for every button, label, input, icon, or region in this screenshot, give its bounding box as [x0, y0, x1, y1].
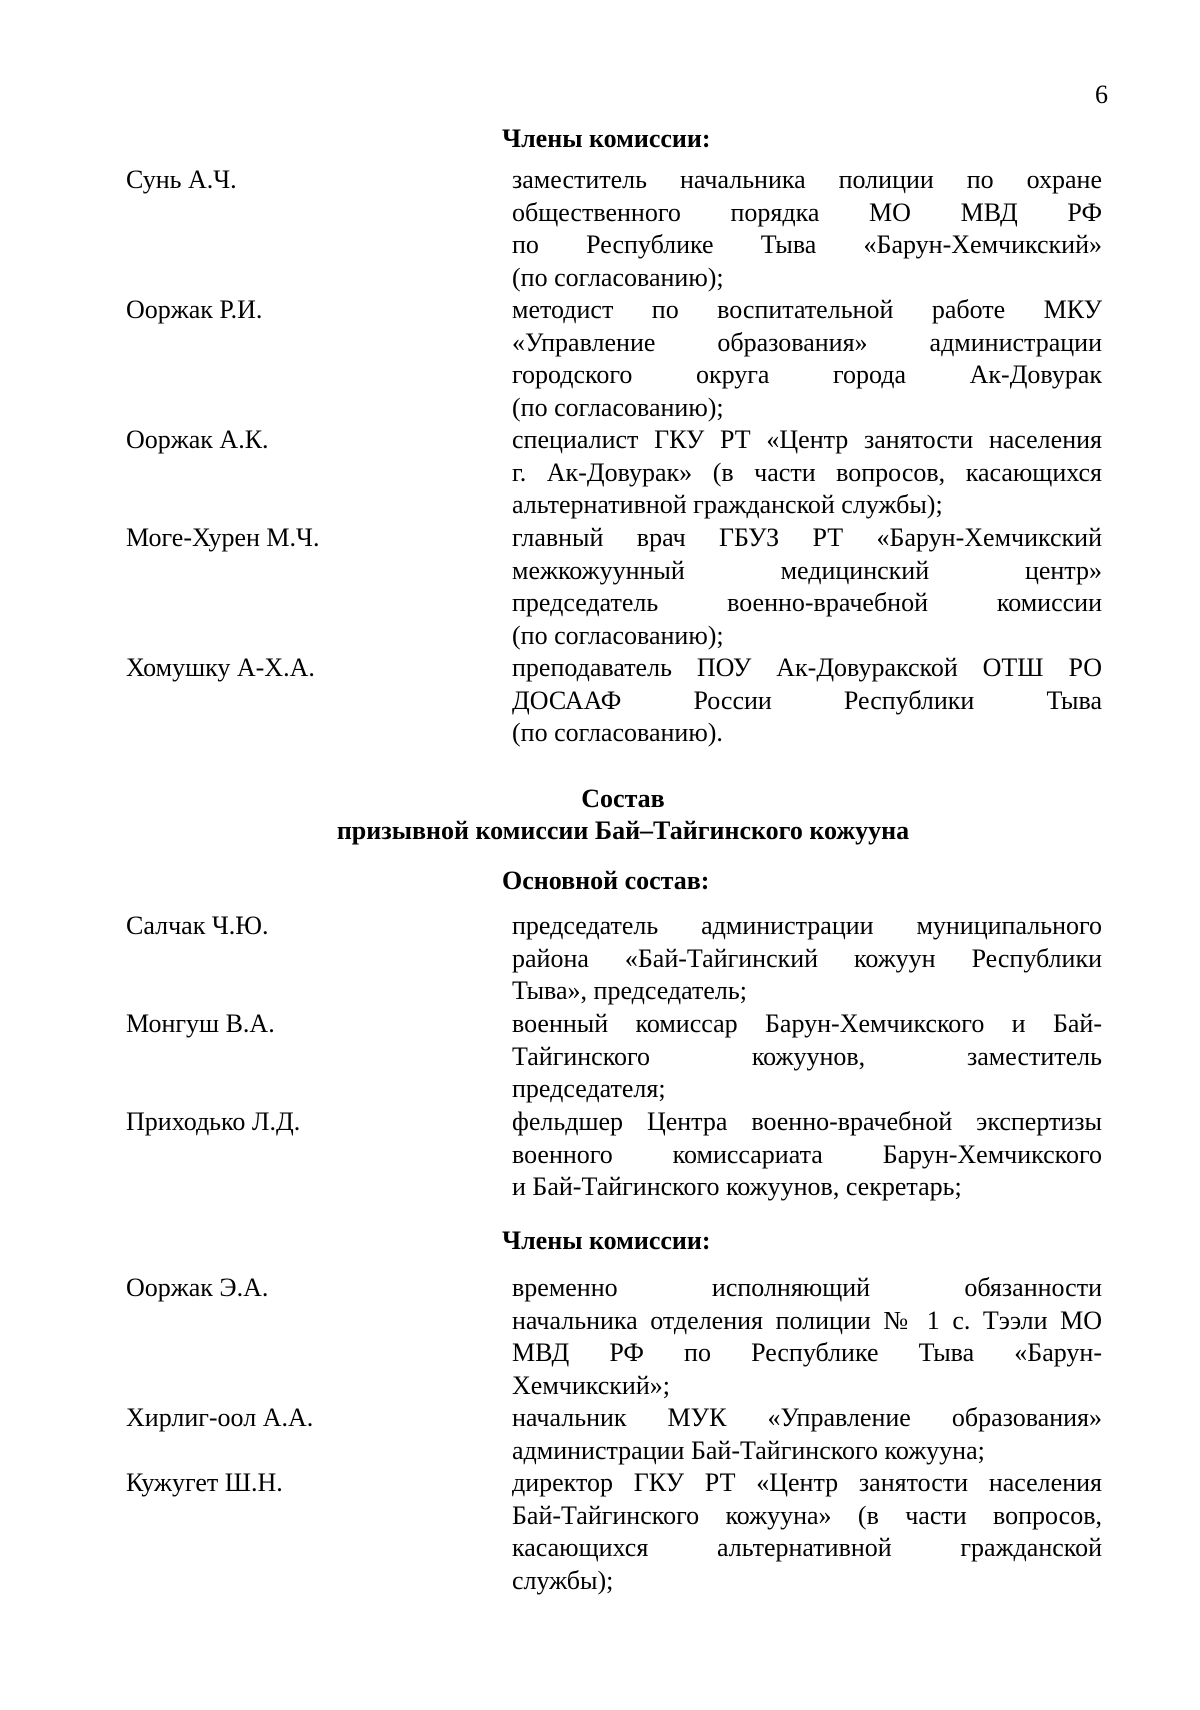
member-name: Салчак Ч.Ю.	[126, 911, 269, 940]
member-name: Моге-Хурен М.Ч.	[126, 523, 320, 552]
member-name: Сунь А.Ч.	[126, 165, 237, 194]
section-title: Состав	[581, 784, 665, 813]
member-name: Хомушку А-Х.А.	[126, 653, 315, 682]
position-line: председатель администрации муниципального	[512, 911, 1102, 940]
position-line: специалист ГКУ РТ «Центр занятости населения	[512, 425, 1102, 454]
position-line: межкожуунный медицинский центр»	[512, 555, 1102, 585]
position-line: директор ГКУ РТ «Центр занятости населения	[512, 1468, 1102, 1497]
member-name: Приходько Л.Д.	[126, 1107, 301, 1136]
members-heading-1: Члены комиссии:	[502, 124, 711, 153]
member-position	[512, 1272, 1102, 1402]
position-line: Тыва», председатель;	[512, 976, 747, 1005]
position-line: главный врач ГБУЗ РТ «Барун-Хемчикский	[512, 523, 1102, 552]
position-line: методист по воспитательной работе МКУ	[512, 295, 1102, 324]
position-line: Бай-Тайгинского кожууна» (в части вопросов,	[512, 1500, 1102, 1530]
position-line: альтернативной гражданской службы);	[512, 490, 943, 519]
position-line: начальник МУК «Управление образования»	[512, 1403, 1102, 1432]
member-name: Ооржак Р.И.	[126, 295, 263, 324]
main-composition-heading: Основной состав:	[502, 866, 710, 895]
member-name: Ооржак Э.А.	[126, 1273, 269, 1302]
member-position	[512, 1402, 1102, 1467]
position-line: председателя;	[512, 1074, 666, 1103]
member-name: Ооржак А.К.	[126, 425, 269, 454]
member-position	[512, 910, 1102, 1008]
position-line: заместитель начальника полиции по охране	[512, 165, 1102, 194]
position-line: городского округа города Ак-Довурак	[512, 360, 1102, 389]
position-line: г. Ак-Довурак» (в части вопросов, касающихся	[512, 457, 1102, 487]
position-line: касающихся альтернативной гражданской	[512, 1533, 1102, 1562]
position-line: общественного порядка МО МВД РФ	[512, 197, 1102, 227]
position-line: службы);	[512, 1565, 614, 1595]
member-position	[512, 294, 1102, 424]
position-line: МВД РФ по Республике Тыва «Барун-	[512, 1338, 1102, 1367]
position-line: (по согласованию).	[512, 718, 723, 747]
page-number: 6	[1095, 80, 1108, 109]
position-line: по Республике Тыва «Барун-Хемчикский»	[512, 230, 1102, 259]
position-line: начальника отделения полиции № 1 с. Тээли МО	[512, 1305, 1102, 1335]
section-subtitle: призывной комиссии Бай–Тайгинского кожууна	[336, 816, 910, 845]
position-line: временно исполняющий обязанности	[512, 1273, 1102, 1302]
position-line: (по согласованию);	[512, 262, 724, 292]
position-line: района «Бай-Тайгинский кожуун Республики	[512, 943, 1102, 973]
position-line: Тайгинского кожуунов, заместитель	[512, 1041, 1102, 1071]
member-position	[512, 522, 1102, 652]
position-line: администрации Бай-Тайгинского кожууна;	[512, 1435, 985, 1465]
position-line: (по согласованию);	[512, 620, 724, 650]
member-name: Монгуш В.А.	[126, 1009, 275, 1038]
position-line: Хемчикский»;	[512, 1370, 670, 1400]
member-position	[512, 1008, 1102, 1106]
position-line: председатель военно-врачебной комиссии	[512, 588, 1102, 617]
members-heading-2: Члены комиссии:	[502, 1226, 711, 1255]
position-line: фельдшер Центра военно-врачебной экспертизы	[512, 1107, 1102, 1136]
member-name: Кужугет Ш.Н.	[126, 1468, 283, 1497]
position-line: и Бай-Тайгинского кожуунов, секретарь;	[512, 1172, 962, 1201]
member-position	[512, 1106, 1102, 1204]
position-line: «Управление образования» администрации	[512, 327, 1102, 357]
position-line: военный комиссар Барун-Хемчикского и Бай-	[512, 1009, 1102, 1038]
member-position	[512, 652, 1102, 750]
position-line: военного комиссариата Барун-Хемчикского	[512, 1139, 1102, 1169]
position-line: (по согласованию);	[512, 392, 724, 422]
position-line: преподаватель ПОУ Ак-Довуракской ОТШ РО	[512, 653, 1102, 682]
member-position	[512, 424, 1102, 522]
member-name: Хирлиг-оол А.А.	[126, 1403, 314, 1432]
member-position	[512, 164, 1102, 294]
position-line: ДОСААФ России Республики Тыва	[512, 685, 1102, 715]
member-position	[512, 1467, 1102, 1597]
